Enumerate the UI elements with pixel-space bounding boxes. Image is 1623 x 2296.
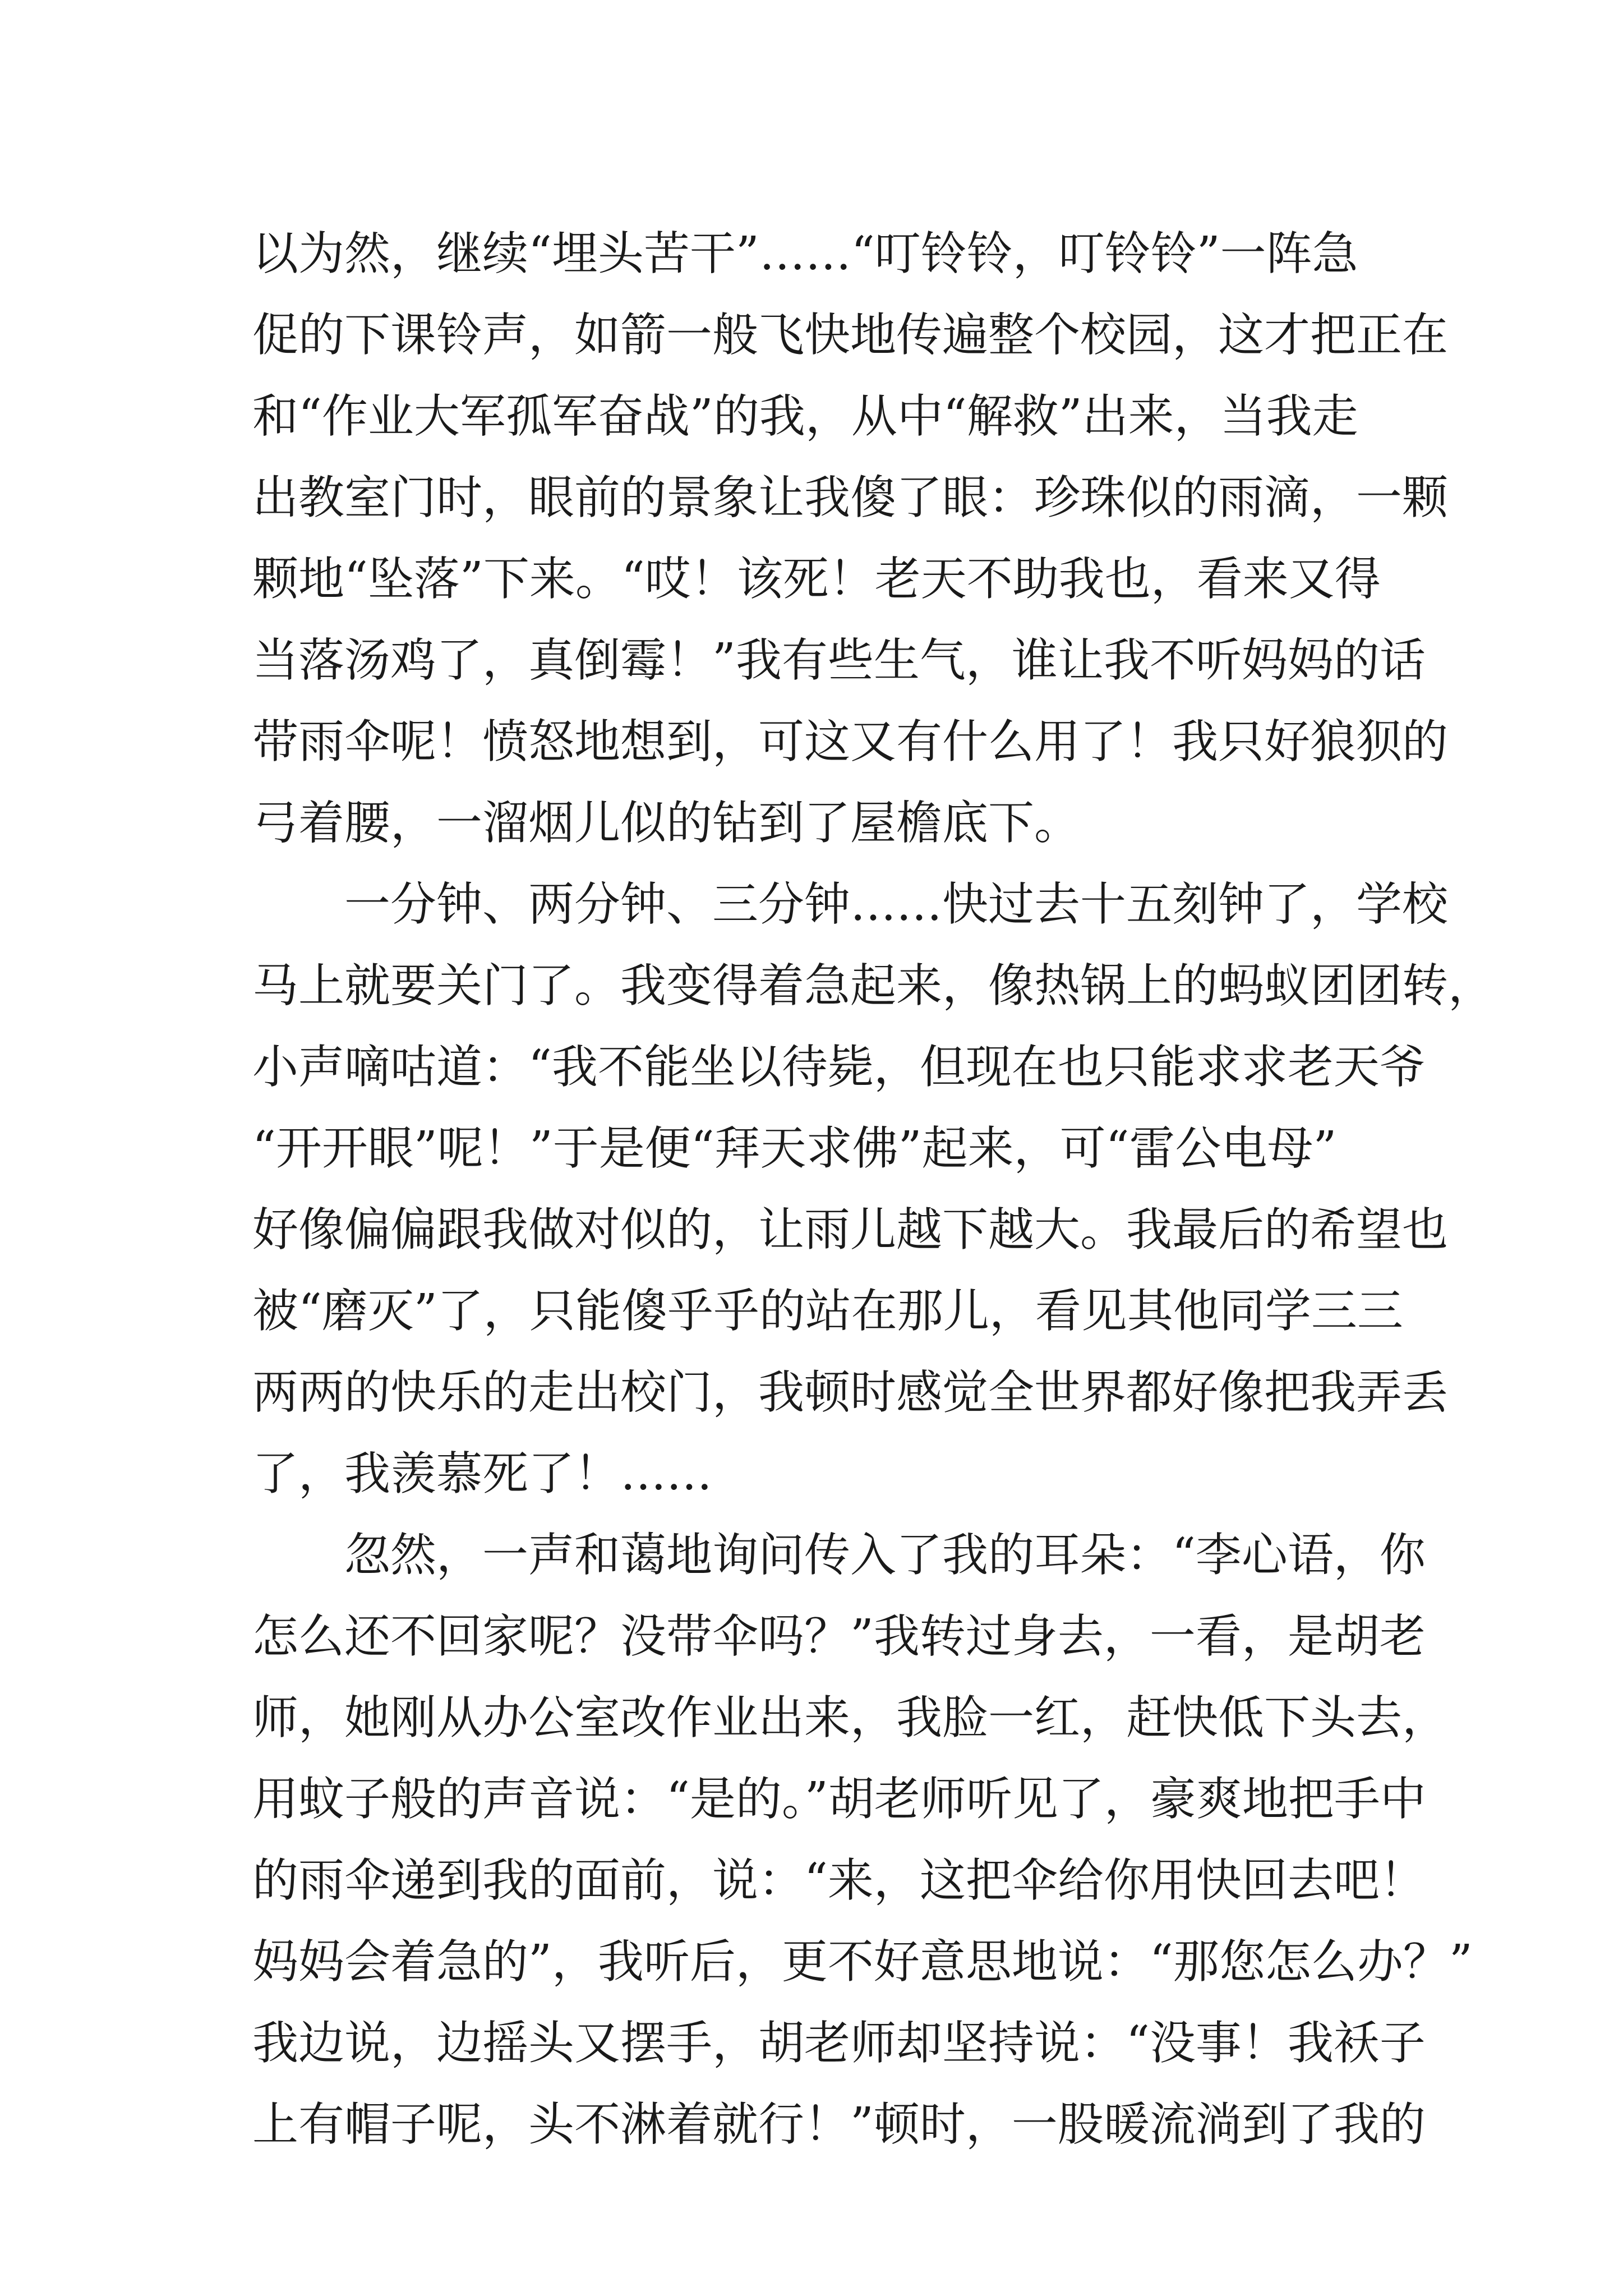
text-line: 当落汤鸡了，真倒霉！”我有些生气，谁让我不听妈妈的话	[252, 634, 1426, 687]
text-line: 了，我羡慕死了！……	[252, 1447, 713, 1501]
text-line: 师，她刚从办公室改作业出来，我脸一红，赶快低下头去，	[252, 1691, 1449, 1745]
text-line: 弓着腰，一溜烟儿似的钻到了屋檐底下。	[252, 797, 1081, 850]
text-line: 两两的快乐的走出校门，我顿时感觉全世界都好像把我弄丢	[252, 1366, 1449, 1419]
body-text	[252, 213, 1495, 2165]
text-line: 妈妈会着急的”，我听后，更不好意思地说：“那您怎么办？”	[252, 1935, 1473, 1989]
text-line: 出教室门时，眼前的景象让我傻了眼：珍珠似的雨滴，一颗	[252, 471, 1449, 524]
text-line: 怎么还不回家呢？没带伞吗？”我转过身去，一看，是胡老	[252, 1610, 1426, 1663]
text-line: “开开眼”呢！”于是便“拜天求佛”起来，可“雷公电母”	[252, 1122, 1337, 1175]
text-line: 我边说，边摇头又摆手，胡老师却坚持说：“没事！我袄子	[252, 2017, 1426, 2070]
paragraph-start-line: 一分钟、两分钟、三分钟……快过去十五刻钟了，学校	[344, 878, 1449, 931]
text-line: 用蚊子般的声音说：“是的。”胡老师听见了，豪爽地把手中	[252, 1773, 1426, 1826]
text-line: 促的下课铃声，如箭一般飞快地传遍整个校园，这才把正在	[252, 309, 1449, 362]
text-line: 带雨伞呢！愤怒地想到，可这又有什么用了！我只好狼狈的	[252, 715, 1449, 769]
text-line: 小声嘀咕道：“我不能坐以待毙，但现在也只能求求老天爷	[252, 1041, 1426, 1094]
text-line: 被“磨灭”了，只能傻乎乎的站在那儿，看见其他同学三三	[252, 1285, 1403, 1338]
text-line: 上有帽子呢，头不淋着就行！”顿时，一股暖流淌到了我的	[252, 2098, 1426, 2151]
text-line: 和“作业大军孤军奋战”的我，从中“解救”出来，当我走	[252, 390, 1358, 443]
paragraph-start-line: 忽然，一声和蔼地询问传入了我的耳朵：“李心语，你	[344, 1529, 1426, 1582]
text-line: 以为然，继续“埋头苦干”……“叮铃铃，叮铃铃”一阵急	[252, 227, 1358, 280]
text-line: 的雨伞递到我的面前，说：“来，这把伞给你用快回去吧！	[252, 1854, 1426, 1907]
text-line: 颗地“坠落”下来。“哎！该死！老天不助我也，看来又得	[252, 553, 1381, 606]
text-line: 马上就要关门了。我变得着急起来，像热锅上的蚂蚁团团转，	[252, 959, 1495, 1013]
text-line: 好像偏偏跟我做对似的，让雨儿越下越大。我最后的希望也	[252, 1203, 1449, 1257]
